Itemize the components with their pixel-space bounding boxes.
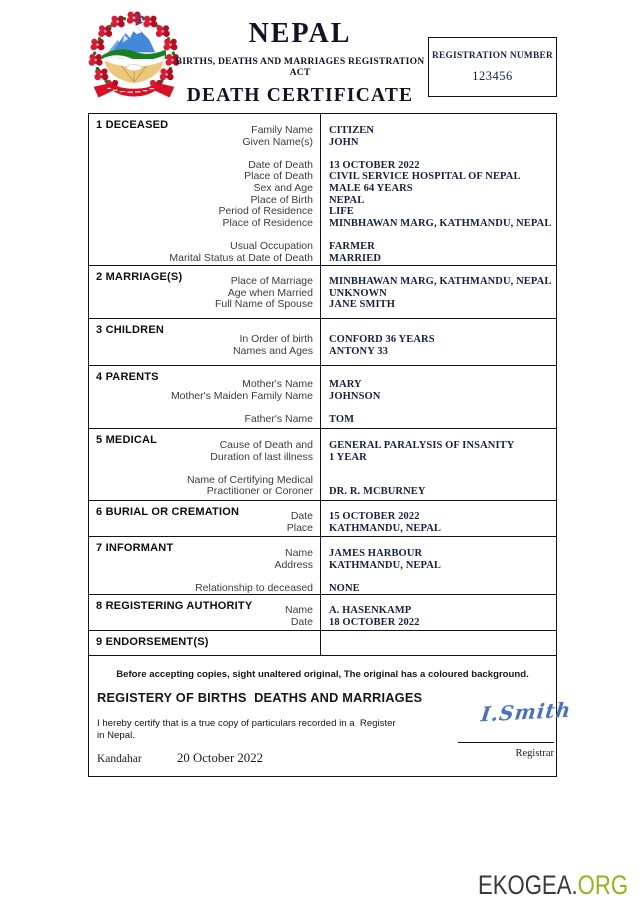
watermark-dark-part: EKOGEA.	[477, 870, 578, 900]
certificate-body	[88, 113, 573, 777]
field-value: 1 YEAR	[329, 451, 367, 463]
field-label: Mother's Name	[242, 378, 313, 390]
certificate-section-row	[89, 501, 556, 537]
field-value: MINBHAWAN MARG, KATHMANDU, NEPAL	[329, 217, 552, 229]
field-value: UNKNOWN	[329, 287, 387, 299]
certificate-section-row	[89, 366, 556, 429]
field-value: CIVIL SERVICE HOSPITAL OF NEPAL	[329, 171, 521, 183]
field-label: Date of Death	[248, 158, 313, 171]
registration-number-label: REGISTRATION NUMBER	[432, 51, 553, 61]
field-label: Family Name	[251, 124, 313, 136]
field-value: KATHMANDU, NEPAL	[329, 559, 442, 571]
section-title: 2 MARRIAGE(S)	[96, 271, 183, 283]
certificate-sections-table	[89, 114, 556, 656]
certificate-section-row	[89, 429, 556, 501]
registry-title: REGISTERY OF BIRTHS DEATHS AND MARRIAGES	[97, 690, 423, 705]
header-title-block	[175, 18, 425, 107]
field-value: DR. R. MCBURNEY	[329, 486, 426, 498]
field-label: Place of Residence	[222, 216, 313, 229]
field-label: Name	[284, 547, 313, 559]
field-value	[329, 148, 556, 160]
field-label: Period of Residence	[218, 205, 313, 218]
field-label: Place of Birth	[250, 193, 313, 206]
field-label: Names and Ages	[233, 344, 313, 357]
field-value: FARMER	[329, 240, 375, 252]
field-label: Usual Occupation	[230, 239, 313, 252]
field-value: MARRIED	[329, 252, 382, 264]
certificate-section-row	[89, 266, 556, 319]
section-title: 7 INFORMANT	[96, 542, 174, 554]
field-label: Cause of Death and	[219, 439, 313, 451]
field-value	[329, 402, 556, 414]
section-title: 3 CHILDREN	[96, 324, 165, 336]
registration-number-box	[428, 37, 557, 97]
field-value: CITIZEN	[329, 125, 375, 136]
field-value: NONE	[329, 582, 360, 594]
certify-statement: I hereby certify that is a true copy of particulars recorded in a Register in Nepal.	[97, 718, 399, 741]
watermark-green-part: ORG	[577, 870, 628, 900]
document-title: DEATH CERTIFICATE	[186, 85, 414, 106]
certificate-section-row	[89, 595, 556, 631]
field-value: JANE SMITH	[329, 299, 396, 311]
certificate-footer	[89, 656, 573, 776]
field-value	[329, 229, 556, 241]
field-label: Place	[286, 521, 313, 534]
registrar-signature: I.Smith	[479, 697, 573, 727]
certificate-section-row	[89, 114, 556, 266]
field-value: TOM	[329, 413, 355, 425]
act-subtitle: BIRTHS, DEATHS AND MARRIAGES REGISTRATION ACT	[175, 56, 425, 78]
field-label: Relationship to deceased	[195, 581, 313, 594]
section-title: 8 REGISTERING AUTHORITY	[96, 600, 253, 612]
ekogea-watermark	[478, 870, 628, 901]
certificate-section-row	[89, 319, 556, 366]
field-value: ANTONY 33	[329, 345, 388, 357]
country-title: NEPAL	[248, 18, 352, 49]
field-value: 18 OCTOBER 2022	[329, 616, 420, 628]
nepal-emblem-icon	[86, 10, 182, 110]
field-value: KATHMANDU, NEPAL	[329, 522, 442, 534]
section-title: 4 PARENTS	[96, 371, 159, 383]
field-label: Given Name(s)	[242, 135, 313, 148]
field-value: NEPAL	[329, 194, 365, 206]
section-title: 9 ENDORSEMENT(S)	[96, 636, 209, 648]
field-label: In Order of birth	[239, 333, 313, 345]
field-label: Address	[274, 558, 313, 571]
field-value: A. HASENKAMP	[329, 605, 412, 616]
field-value: LIFE	[329, 206, 354, 218]
field-value	[329, 463, 556, 475]
field-label: Name of Certifying Medical	[186, 473, 313, 486]
field-label: Duration of last illness	[210, 450, 313, 463]
field-value: JOHN	[329, 136, 359, 148]
field-label: Name	[284, 604, 313, 616]
registration-number-value: 123456	[472, 69, 513, 83]
section-title: 5 MEDICAL	[96, 434, 158, 446]
field-value	[329, 475, 556, 487]
certificate-section-row	[89, 537, 556, 595]
field-label: Marital Status at Date of Death	[169, 251, 313, 264]
field-label: Practitioner or Coroner	[206, 485, 313, 498]
field-value: MALE 64 YEARS	[329, 182, 413, 194]
field-value: JOHNSON	[329, 390, 381, 402]
field-label: Place of Marriage	[230, 275, 313, 287]
field-value: 13 OCTOBER 2022	[329, 159, 420, 171]
field-label: Date	[290, 615, 313, 628]
registrar-label: Registrar	[515, 748, 554, 759]
field-value: MINBHAWAN MARG, KATHMANDU, NEPAL	[329, 276, 552, 287]
field-label: Place of Death	[244, 170, 313, 183]
field-value: JAMES HARBOUR	[329, 548, 423, 559]
certificate-section-row	[89, 631, 556, 656]
field-label: Date	[290, 510, 313, 522]
section-title: 1 DECEASED	[96, 119, 169, 131]
field-label: Full Name of Spouse	[214, 298, 313, 311]
field-label: Age when Married	[227, 286, 313, 299]
field-value: GENERAL PARALYSIS OF INSANITY	[329, 440, 515, 451]
field-label: Father's Name	[244, 412, 313, 425]
field-label: Sex and Age	[253, 181, 313, 194]
copies-notice: Before accepting copies, sight unaltered original, The original has a coloured background.	[116, 669, 529, 680]
field-value: CONFORD 36 YEARS	[329, 334, 435, 345]
issue-place: Kandahar	[97, 753, 142, 765]
signature-line	[458, 742, 554, 743]
field-value	[329, 571, 556, 583]
field-label: Mother's Maiden Family Name	[170, 389, 313, 402]
field-value: MARY	[329, 379, 362, 390]
section-title: 6 BURIAL OR CREMATION	[96, 506, 240, 518]
field-value: 15 OCTOBER 2022	[329, 511, 420, 522]
issue-date: 20 October 2022	[177, 751, 264, 765]
